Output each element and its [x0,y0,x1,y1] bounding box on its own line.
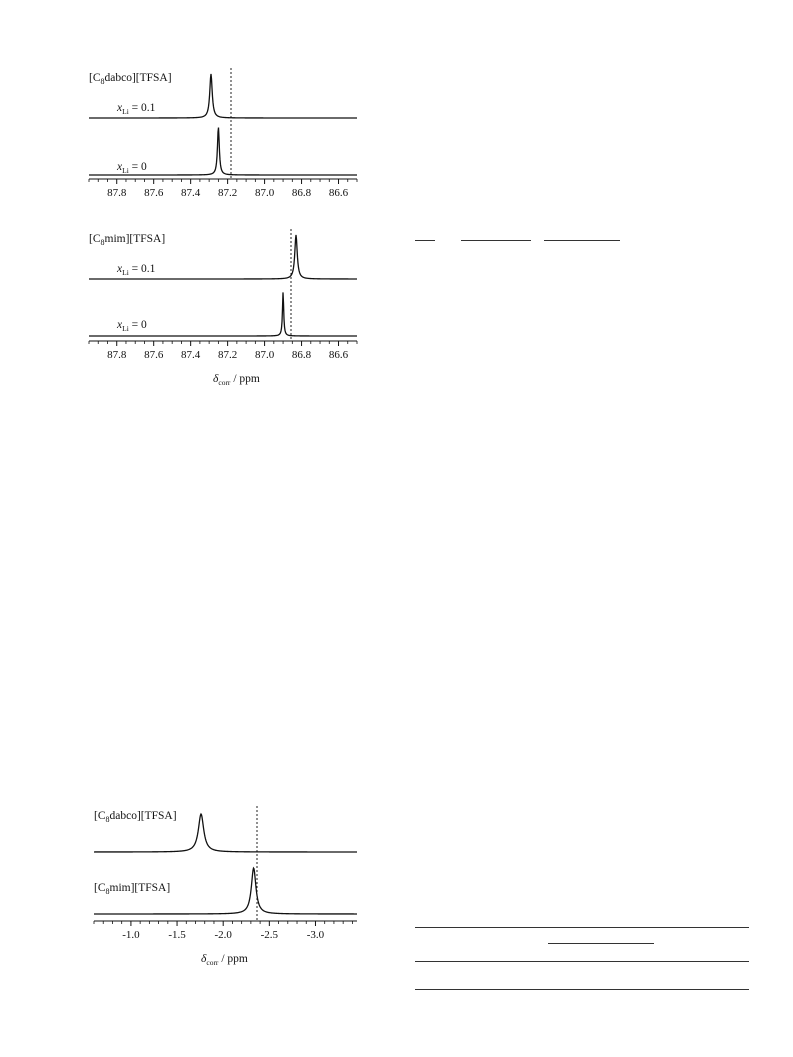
table-rule-bottom-1 [415,927,749,928]
panel2-x-axis-label: $\delta_{corr}$ / ppm [213,373,260,387]
table-rule-bottom-3 [415,961,749,962]
panel3-label-c8mim: $[C_8mim][TFSA]$ [94,882,171,896]
table-rule-top-c [544,240,620,241]
x-tick-label: 87.2 [217,187,238,199]
table-rule-bottom-4 [415,989,749,990]
panel2-title: $[C_8mim][TFSA]$ [89,233,166,247]
panel1-title: $[C_8dabco][TFSA]$ [89,72,172,86]
x-tick-label: -1.0 [122,929,140,941]
x-tick-label: 87.8 [107,349,127,361]
panel2-x-ticks [89,341,357,361]
panel1-label-xli-0: $x_{Li} = 0$ [117,161,147,175]
x-tick-label: 86.6 [328,187,349,199]
panel1-label-xli-01: $x_{Li} = 0.1$ [117,102,156,116]
x-tick-label: 87.0 [254,349,275,361]
x-tick-label: 86.8 [291,349,312,361]
x-tick-label: 87.6 [144,187,164,199]
x-tick-label: 87.4 [181,349,201,361]
x-tick-label: -3.0 [306,929,325,941]
panel-c8mim [89,229,357,387]
panel2-label-xli-0: $x_{Li} = 0$ [117,319,147,333]
x-tick-label: 87.0 [254,187,275,199]
x-tick-label: 87.8 [107,187,127,199]
panel3-x-axis-label: $\delta_{corr}$ / ppm [201,953,248,967]
panel1-x-ticks [89,179,357,199]
table-rule-bottom-2 [548,943,654,944]
x-tick-label: 87.6 [144,349,164,361]
panel-c8dabco [89,68,357,199]
panel-comparison [94,806,357,967]
x-tick-label: 87.4 [181,187,201,199]
panel3-label-c8dabco: $[C_8dabco][TFSA]$ [94,810,177,824]
table-rule-top-a [415,240,435,241]
x-tick-label: 86.6 [328,349,349,361]
x-tick-label: 87.2 [217,349,238,361]
table-rule-top-b [461,240,531,241]
panel2-label-xli-01: $x_{Li} = 0.1$ [117,263,156,277]
panel3-x-ticks [94,921,352,941]
x-tick-label: -2.5 [260,929,279,941]
x-tick-label: 86.8 [291,187,312,199]
x-tick-label: -2.0 [214,929,232,941]
x-tick-label: -1.5 [168,929,186,941]
